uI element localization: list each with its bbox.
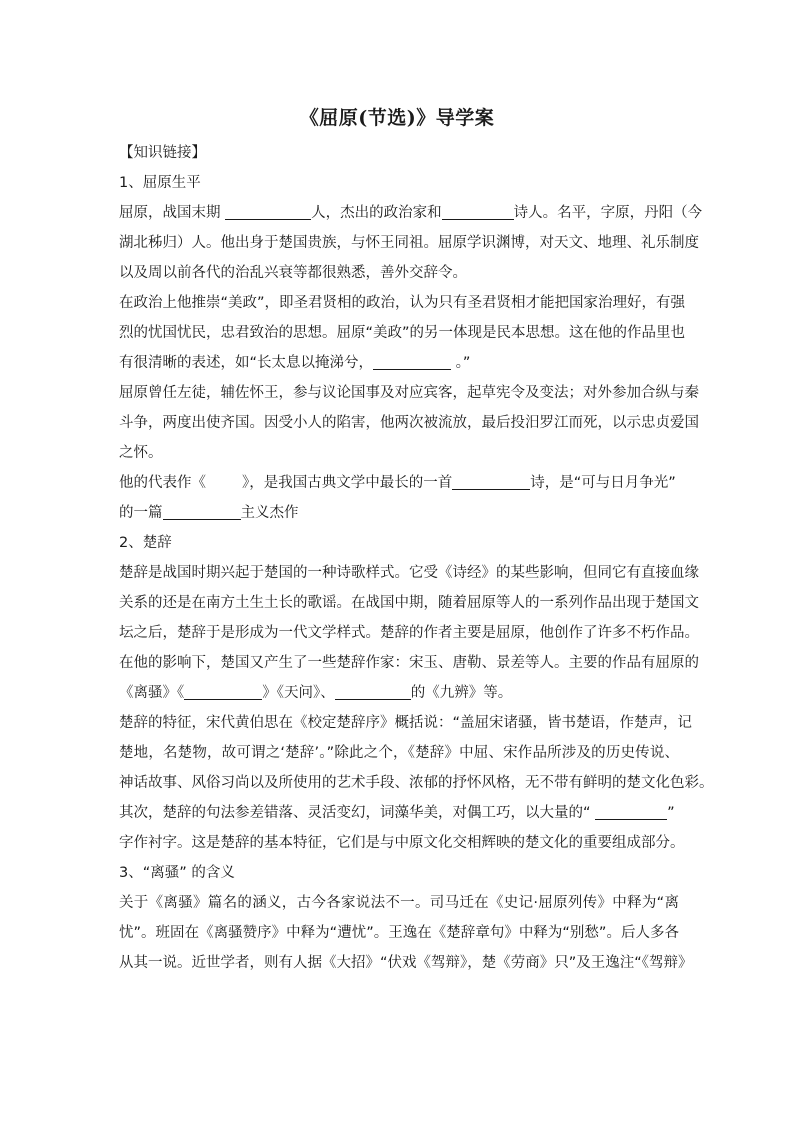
paragraph-line: 忧”。班固在《离骚赞序》中释为“遭忧”。王逸在《楚辞章句》中释为“别愁”。后人多各 bbox=[119, 925, 679, 941]
paragraph-line: 神话故事、风俗习尚以及所使用的艺术手段、浓郁的抒怀风格，无不带有鲜明的楚文化色彩。 bbox=[119, 775, 714, 791]
paragraph-line: 楚地，名楚物，故可谓之‘楚辞’。”除此之个，《楚辞》中屈、宋作品所涉及的历史传说、 bbox=[119, 745, 679, 761]
paragraph-line: 楚辞的特征，宋代黄伯思在《校定楚辞序》概括说：“盖屈宋诸骚，皆书楚语，作楚声，记 bbox=[119, 715, 693, 731]
paragraph-line: 关系的还是在南方土生土长的歌谣。在战国中期，随着屈原等人的一系列作品出现于楚国文 bbox=[119, 595, 699, 611]
document-body bbox=[119, 138, 714, 978]
section-2-title: 2、楚辞 bbox=[119, 535, 172, 551]
section-3-title: 3、“离骚” 的含义 bbox=[119, 865, 235, 881]
text-run: 诗人。名平，字原，丹阳（今 bbox=[513, 205, 703, 221]
text-run: 诗，是“可与日月争光” bbox=[530, 475, 676, 491]
text-run: 人，杰出的政治家和 bbox=[311, 205, 442, 221]
paragraph-line: 在政治上他推崇“美政”，即圣君贤相的政治，认为只有圣君贤相才能把国家治理好，有强 bbox=[119, 295, 686, 311]
text-run: 主义杰作 bbox=[240, 505, 299, 521]
text-run: 。” bbox=[451, 355, 471, 371]
page-title: 《屈原(节选)》导学案 bbox=[299, 107, 495, 129]
text-run: 》，是我国古典文学中最长的一首 bbox=[242, 475, 453, 491]
paragraph-line: 字作衬字。这是楚辞的基本特征，它们是与中原文化交相辉映的楚文化的重要组成部分。 bbox=[119, 835, 685, 851]
paragraph-line: 坛之后，楚辞于是形成为一代文学样式。楚辞的作者主要是屈原，他创作了许多不朽作品。 bbox=[119, 625, 699, 641]
text-run: 他的代表作《 bbox=[119, 475, 206, 491]
paragraph-line bbox=[119, 498, 679, 528]
paragraph-line: 从其一说。近世学者，则有人据《大招》“伏戏《驾辩》，楚《劳商》只”及王逸注“《驾辩》 bbox=[119, 955, 693, 971]
text-run: 有很清晰的表述，如“长太息以掩涕兮， bbox=[119, 355, 374, 371]
paragraph-line: 楚辞是战国时期兴起于楚国的一种诗歌样式。它受《诗经》的某些影响，但同它有直接血缘 bbox=[119, 565, 699, 581]
text-run: 其次，楚辞的句法参差错落、灵活变幻，词藻华美，对偶工巧，以大量的“ bbox=[119, 805, 596, 821]
text-run: 的一篇 bbox=[119, 505, 163, 521]
paragraph-line bbox=[119, 198, 703, 228]
paragraph-line: 斗争，两度出使齐国。因受小人的陷害，他两次被流放，最后投汨罗江而死，以示忠贞爱国 bbox=[119, 415, 699, 431]
paragraph-line: 在他的影响下，楚国又产生了一些楚辞作家：宋玉、唐勒、景差等人。主要的作品有屈原的 bbox=[119, 655, 699, 671]
fill-blank bbox=[595, 803, 667, 820]
fill-blank bbox=[452, 473, 530, 490]
text-run: 屈原，战国末期 bbox=[119, 205, 226, 221]
text-run: 的《九辨》等。 bbox=[410, 685, 513, 701]
knowledge-header: 【知识链接】 bbox=[119, 145, 206, 161]
text-run: ” bbox=[667, 805, 675, 821]
paragraph-line: 之怀。 bbox=[119, 445, 163, 461]
text-run: 》《天问》、 bbox=[262, 685, 335, 701]
paragraph-line: 烈的忧国忧民，忠君致治的思想。屈原“美政”的另一体现是民本思想。这在他的作品里也 bbox=[119, 325, 686, 341]
paragraph-line: 湖北秭归）人。他出身于楚国贵族，与怀王同祖。屈原学识渊博，对天文、地理、礼乐制度 bbox=[119, 235, 699, 251]
text-run: 《离骚》《 bbox=[119, 685, 185, 701]
fill-blank bbox=[442, 203, 514, 220]
paragraph-line bbox=[119, 348, 679, 378]
paragraph-line: 关于《离骚》篇名的涵义，古今各家说法不一。司马迁在《史记·屈原列传》中释为“离 bbox=[119, 895, 679, 911]
fill-blank bbox=[163, 503, 241, 520]
section-1-title: 1、屈原生平 bbox=[119, 175, 201, 191]
paragraph-line bbox=[119, 798, 679, 828]
fill-blank bbox=[335, 683, 411, 700]
fill-blank bbox=[184, 683, 262, 700]
paragraph-line: 以及周以前各代的治乱兴衰等都很熟悉，善外交辞令。 bbox=[119, 265, 467, 281]
paragraph-line bbox=[119, 678, 679, 708]
paragraph-line bbox=[119, 468, 679, 498]
paragraph-line: 屈原曾任左徒，辅佐怀王，参与议论国事及对应宾客，起草宪令及变法；对外参加合纵与秦 bbox=[119, 385, 699, 401]
fill-blank bbox=[225, 203, 311, 220]
fill-blank bbox=[373, 353, 451, 370]
